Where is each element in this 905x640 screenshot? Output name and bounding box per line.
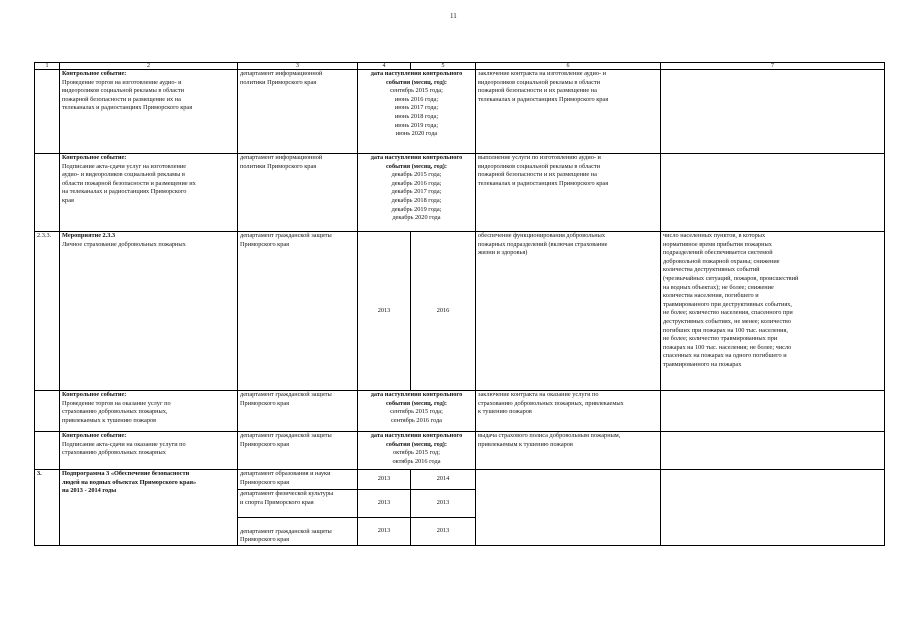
result-line: телеканалах и радиостанциях Приморского края <box>478 179 609 187</box>
dept-line: Приморского края <box>240 536 290 544</box>
dept-line: политики Приморского края <box>240 78 317 86</box>
dept-line: департамент образования и науки <box>240 470 331 477</box>
desc-line: края <box>62 196 74 204</box>
date-header-line: события (месяц, год): <box>386 162 447 170</box>
activity-description <box>60 154 238 232</box>
result-line: видеороликов социальной рекламы в области <box>478 78 600 86</box>
dept-line: департамент гражданской защиты <box>240 432 332 439</box>
dept-line: Приморского края <box>240 399 290 407</box>
result-line: заключение контракта на оказание услуги по <box>478 391 599 398</box>
date-line: сентябрь 2016 года <box>391 416 442 424</box>
date-line: июнь 2020 года <box>395 130 438 138</box>
event-dates <box>358 70 476 154</box>
control-event-row <box>35 70 885 154</box>
indicator-line: не более; количество травмированных при <box>663 335 778 343</box>
column-number: 3 <box>238 63 358 70</box>
end-year: 2013 <box>411 518 476 546</box>
desc-line: Подписание акта-сдачи на оказание услуги по <box>62 440 186 448</box>
indicator-line: травмированного на пожарах <box>663 360 742 368</box>
dept-line: департамент гражданской защиты <box>240 391 332 398</box>
event-title: Контрольное событие: <box>62 70 127 77</box>
desc-line: Проведение торгов на изготовление аудио- и <box>62 78 182 86</box>
desc-line: области пожарной безопасности и размещение их <box>62 179 196 187</box>
activity-description <box>60 70 238 154</box>
date-header-line: дата наступления контрольного <box>370 154 463 161</box>
event-dates <box>358 432 476 470</box>
responsible-department <box>238 232 358 391</box>
date-line: декабрь 2019 года; <box>391 205 442 213</box>
expected-result <box>476 432 661 470</box>
responsible-department <box>238 391 358 432</box>
dept-line: департамент гражданской защиты <box>240 232 332 239</box>
start-year: 2013 <box>358 470 411 490</box>
activity-table <box>34 62 885 546</box>
title-line: Подпрограмма 3 «Обеспечение безопасности <box>62 470 190 477</box>
indicator-line: число населенных пунктов, в которых <box>663 232 766 239</box>
result-line: пожарных подразделений (включая страхование <box>478 240 608 248</box>
row-number <box>35 432 60 470</box>
start-year: 2013 <box>358 518 411 546</box>
end-year: 2016 <box>411 232 476 391</box>
start-year: 2013 <box>358 490 411 518</box>
desc-line: пожарной безопасности и размещение их на <box>62 95 181 103</box>
event-title: Контрольное событие: <box>62 432 127 439</box>
indicator-cell <box>661 70 885 154</box>
subprogram-row <box>35 470 885 490</box>
dept-line: Приморского края <box>240 478 290 486</box>
dept-line: департамент физической культуры <box>240 490 334 497</box>
date-line: июнь 2018 года; <box>394 112 439 120</box>
desc-line: на телеканалах и радиостанциях Приморского <box>62 188 187 196</box>
date-header-line: дата наступления контрольного <box>370 432 463 439</box>
result-line: видеороликов социальной рекламы в области <box>478 162 600 170</box>
indicator-line: погибших при пожарах на 100 тыс. населения, <box>663 326 788 334</box>
control-event-row <box>35 391 885 432</box>
activity-description <box>60 432 238 470</box>
indicator-line: пожарах на 100 тыс. населения; не более; число <box>663 343 792 351</box>
date-header-line: события (месяц, год): <box>386 399 447 407</box>
result-line: выполнение услуги по изготовлению аудио- и <box>478 154 601 161</box>
end-year: 2014 <box>411 470 476 490</box>
dept-line: департамент гражданской защиты <box>240 527 332 535</box>
responsible-department <box>238 470 358 490</box>
activity-description <box>60 391 238 432</box>
activity-description <box>60 232 238 391</box>
indicator-cell <box>661 232 885 391</box>
start-year: 2013 <box>358 232 411 391</box>
desc-line: аудио- и видеороликов социальной рекламы в <box>62 171 185 179</box>
dept-line: Приморского края <box>240 240 290 248</box>
expected-result <box>476 154 661 232</box>
date-line: сентябрь 2015 года; <box>390 408 443 416</box>
responsible-department <box>238 154 358 232</box>
expected-result <box>476 70 661 154</box>
indicator-line: добровольной пожарной охраны; снижение <box>663 257 780 265</box>
event-title: Контрольное событие: <box>62 391 127 398</box>
activity-title: Мероприятие 2.3.3 <box>62 232 116 239</box>
indicator-line: количества деструктивных событий <box>663 266 760 274</box>
indicator-line: травмированного при деструктивных событиях, <box>663 300 792 308</box>
control-event-row <box>35 432 885 470</box>
responsible-department <box>238 518 358 546</box>
result-line: к тушению пожаров <box>478 408 532 416</box>
row-number <box>35 70 60 154</box>
column-number: 1 <box>35 63 60 70</box>
result-line: обеспечение функционирования добровольных <box>478 232 606 239</box>
responsible-department <box>238 70 358 154</box>
date-line: декабрь 2017 года; <box>391 188 442 196</box>
date-line: июнь 2019 года; <box>394 121 439 129</box>
dept-line: департамент информационной <box>240 70 323 77</box>
indicator-line: нормативное время прибытия пожарных <box>663 240 772 248</box>
activity-row <box>35 232 885 391</box>
row-number: 3. <box>35 470 60 546</box>
date-header-line: события (месяц, год): <box>386 78 447 86</box>
result-line: заключение контракта на изготовление аудио- и <box>478 70 607 77</box>
indicator-cell <box>661 391 885 432</box>
date-line: декабрь 2015 года; <box>391 171 442 179</box>
indicator-cell <box>661 432 885 470</box>
column-number: 6 <box>476 63 661 70</box>
title-line: людей на водных объектах Приморского края» <box>62 478 197 486</box>
dept-line: и спорта Приморского края <box>240 498 314 506</box>
expected-result <box>476 470 661 546</box>
desc-line: Проведение торгов на оказание услуг по <box>62 399 171 407</box>
dept-line: политики Приморского края <box>240 162 317 170</box>
result-line: выдача страхового полиса добровольным пожарным, <box>478 432 621 439</box>
column-number-row <box>35 63 885 70</box>
desc-line: привлекаемых к тушению пожаров <box>62 416 157 424</box>
page-number: 11 <box>450 12 457 20</box>
date-line: декабрь 2016 года; <box>391 179 442 187</box>
responsible-department <box>238 432 358 470</box>
date-line: декабрь 2020 года <box>392 214 441 222</box>
responsible-department <box>238 490 358 518</box>
indicator-cell <box>661 470 885 546</box>
dept-line: Приморского края <box>240 440 290 448</box>
expected-result <box>476 232 661 391</box>
date-line: сентябрь 2015 года; <box>390 87 443 95</box>
indicator-line: подразделений обеспечивается системой <box>663 249 773 257</box>
result-line: страхованию добровольных пожарных, привлекаемых <box>478 399 624 407</box>
title-line: на 2013 - 2014 годы <box>62 487 117 495</box>
desc-line: страхованию добровольных пожарных, <box>62 408 168 416</box>
date-line: октябрь 2016 года <box>392 457 441 465</box>
indicator-line: не более; количество населения, спасенного при <box>663 309 793 317</box>
control-event-row <box>35 154 885 232</box>
indicator-cell <box>661 154 885 232</box>
column-number: 5 <box>411 63 476 70</box>
desc-line: Личное страхование добровольных пожарных <box>62 240 186 248</box>
column-number: 2 <box>60 63 238 70</box>
expected-result <box>476 391 661 432</box>
result-line: пожарной безопасности и их размещение на <box>478 87 597 95</box>
subprogram-title <box>60 470 238 546</box>
desc-line: видеороликов социальной рекламы в области <box>62 87 184 95</box>
result-line: телеканалах и радиостанциях Приморского края <box>478 95 609 103</box>
date-header-line: дата наступления контрольного <box>370 70 463 77</box>
result-line: пожарной безопасности и их размещение на <box>478 171 597 179</box>
date-line: октябрь 2015 год; <box>392 449 440 457</box>
desc-line: страхованию добровольных пожарных <box>62 449 166 457</box>
date-line: июнь 2017 года; <box>394 104 439 112</box>
date-line: декабрь 2018 года; <box>391 196 442 204</box>
result-line: жизни и здоровья) <box>478 249 528 257</box>
indicator-line: (чрезвычайных ситуаций, пожаров, происшествий <box>663 274 799 282</box>
indicator-line: количества населения, погибшего и <box>663 292 759 300</box>
row-number <box>35 154 60 232</box>
date-line: июнь 2016 года; <box>394 95 439 103</box>
indicator-line: спасенных на пожарах на одного погибшего и <box>663 352 787 360</box>
desc-line: телеканалах и радиостанциях Приморского края <box>62 104 193 112</box>
event-dates <box>358 391 476 432</box>
dept-line: департамент информационной <box>240 154 323 161</box>
date-header-line: дата наступления контрольного <box>370 391 463 398</box>
end-year: 2013 <box>411 490 476 518</box>
row-number <box>35 391 60 432</box>
desc-line: Подписание акта-сдачи услуг на изготовление <box>62 162 187 170</box>
event-title: Контрольное событие: <box>62 154 127 161</box>
event-dates <box>358 154 476 232</box>
indicator-line: деструктивных событиях, не менее; количество <box>663 317 791 325</box>
date-header-line: события (месяц, год): <box>386 440 447 448</box>
result-line: привлекаемым к тушению пожаров <box>478 440 573 448</box>
column-number: 4 <box>358 63 411 70</box>
row-number: 2.3.3. <box>35 232 60 391</box>
indicator-line: на водных объектах); не более; снижение <box>663 283 774 291</box>
column-number: 7 <box>661 63 885 70</box>
